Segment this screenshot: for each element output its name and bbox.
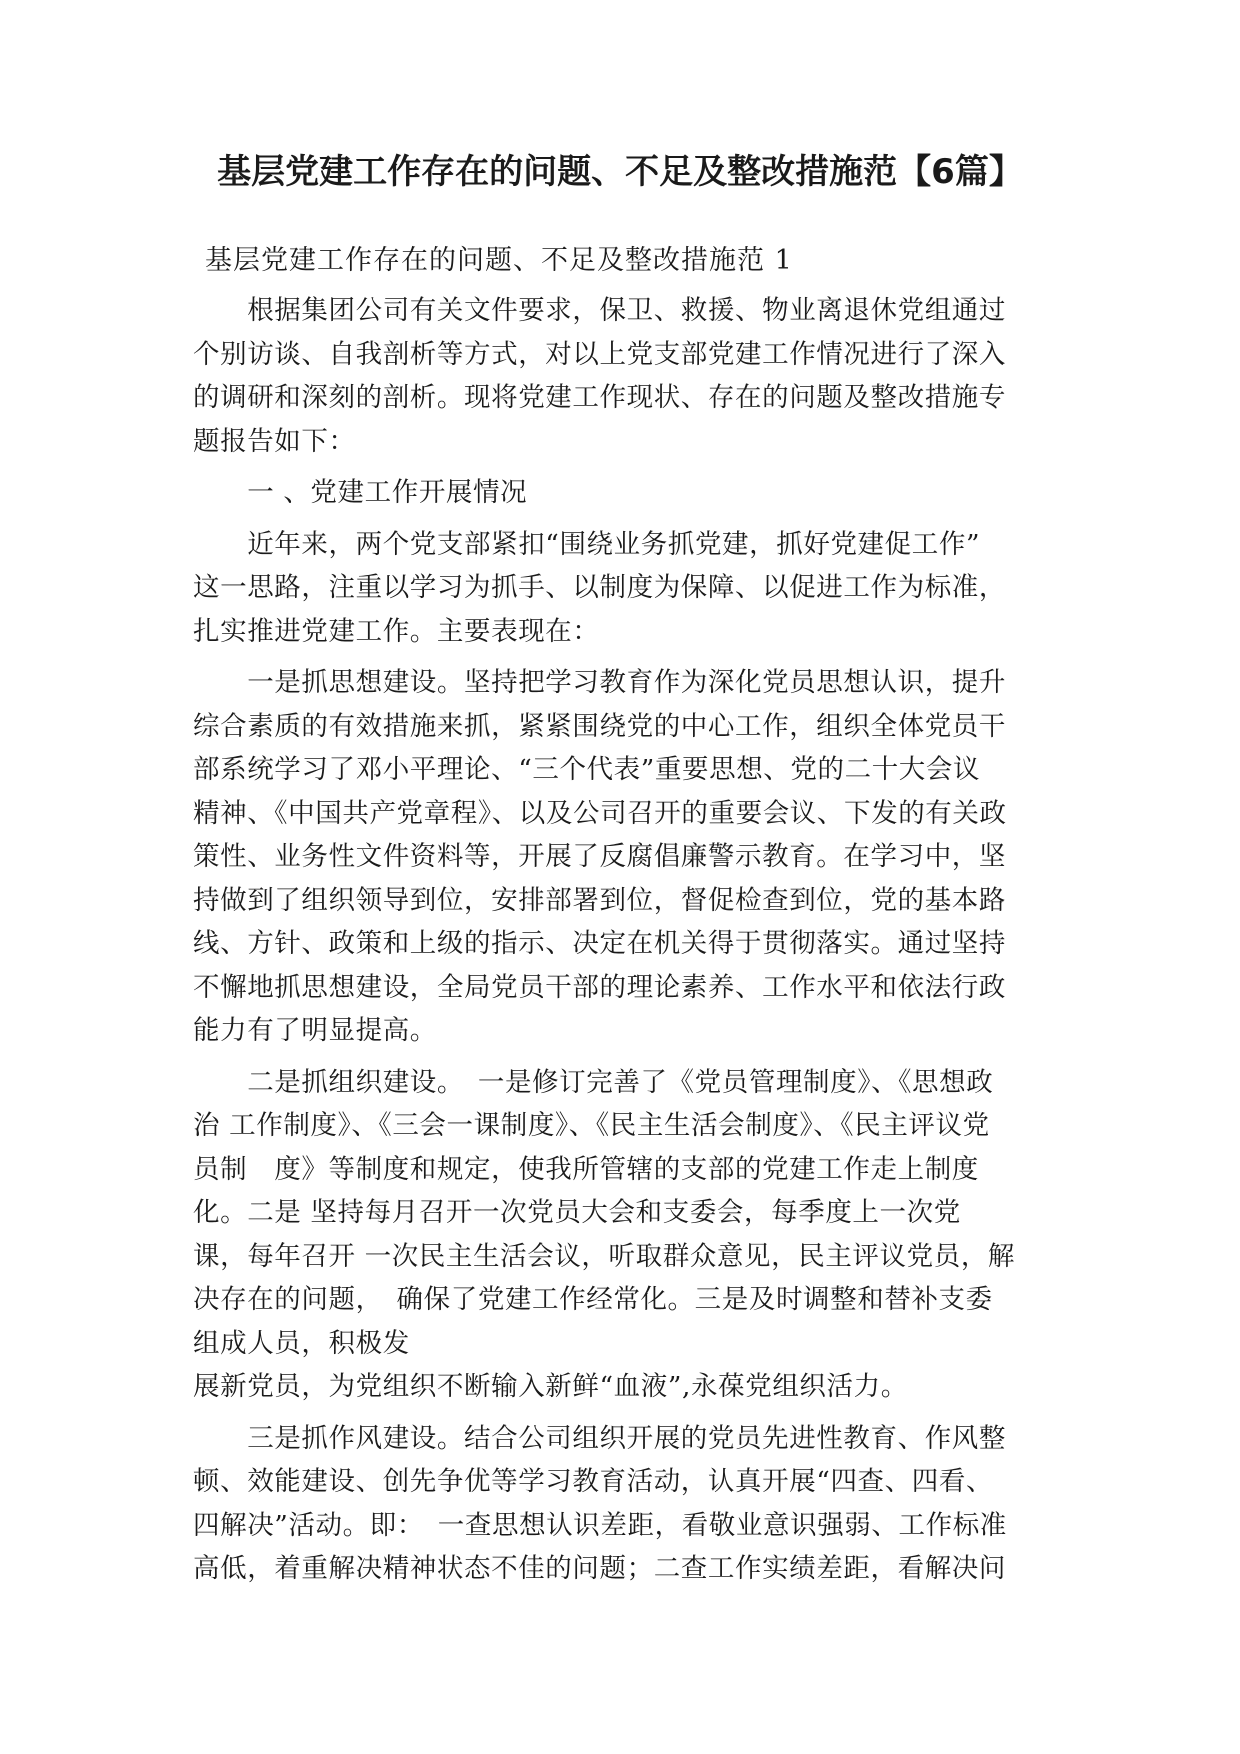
paragraph-line: 高低，着重解决精神状态不佳的问题；二查工作实绩差距，看解决问 [193,1553,1006,1584]
paragraph [193,471,1053,515]
paragraph-line: 策性、业务性文件资料等，开展了反腐倡廉警示教育。在学习中，坚 [193,841,1006,872]
paragraph [193,523,1053,654]
paragraph-line: 根据集团公司有关文件要求，保卫、救援、物业离退休党组通过 [193,295,1006,326]
paragraph [193,661,1053,1053]
document-body [193,289,1053,1599]
paragraph-line: 二是抓组织建设。 一是修订完善了《党员管理制度》、《思想政 [193,1066,994,1098]
paragraph-line: 四解决”活动。即： 一查思想认识差距，看敬业意识强弱、工作标准 [193,1509,1007,1541]
paragraph-line: 精神、《中国共产党章程》、以及公司召开的重要会议、下发的有关政 [193,797,1007,829]
paragraph-line: 三是抓作风建设。结合公司组织开展的党员先进性教育、作风整 [193,1422,1006,1454]
paragraph-line: 员制 度》等制度和规定，使我所管辖的支部的党建工作走上制度 [193,1153,979,1185]
paragraph-line: 线、方针、政策和上级的指示、决定在机关得于贯彻落实。通过坚持 [193,928,1006,959]
paragraph-line: 持做到了组织领导到位，安排部署到位，督促检查到位，党的基本路 [193,884,1006,916]
paragraph-line: 近年来，两个党支部紧扣“围绕业务抓党建，抓好党建促工作” [193,528,981,560]
paragraph-line: 展新党员，为党组织不断输入新鲜“血液”,永葆党组织活力。 [193,1371,908,1402]
paragraph-line: 治 工作制度》、《三会一课制度》、《民主生活会制度》、《民主评议党 [193,1110,990,1141]
paragraph-line: 个别访谈、自我剖析等方式，对以上党支部党建工作情况进行了深入 [193,338,1006,370]
paragraph-line: 一 、党建工作开展情况 [193,477,528,508]
paragraph-line: 课，每年召开 一次民主生活会议，听取群众意见，民主评议党员，解 [193,1240,1016,1272]
paragraph-line: 这一思路，注重以学习为抓手、以制度为保障、以促进工作为标准， [193,572,1006,603]
paragraph-line: 顿、效能建设、创先争优等学习教育活动，认真开展“四查、四看、 [193,1466,994,1497]
paragraph-line: 扎实推进党建工作。主要表现在： [193,615,600,647]
paragraph-line: 综合素质的有效措施来抓，紧紧围绕党的中心工作，组织全体党员干 [193,710,1006,742]
paragraph-line: 能力有了明显提高。 [193,1015,437,1046]
paragraph-line: 的调研和深刻的剖析。现将党建工作现状、存在的问题及整改措施专 [193,382,1006,413]
section-subtitle: 基层党建工作存在的问题、不足及整改措施范 1 [205,245,793,276]
paragraph-line: 化。二是 坚持每月召开一次党员大会和支委会，每季度上一次党 [193,1197,961,1228]
paragraph-line: 部系统学习了邓小平理论、“三个代表”重要思想、党的二十大会议 [193,754,981,785]
paragraph-line: 决存在的问题， 确保了党建工作经常化。三是及时调整和替补支委 [193,1284,993,1315]
paragraph [193,289,1053,463]
paragraph [193,1061,1053,1409]
document-title: 基层党建工作存在的问题、不足及整改措施范【6篇】 [217,152,1023,192]
paragraph-line: 不懈地抓思想建设，全局党员干部的理论素养、工作水平和依法行政 [193,971,1006,1003]
paragraph-line: 一是抓思想建设。坚持把学习教育作为深化党员思想认识，提升 [193,667,1006,698]
paragraph-line: 组成人员，积极发 [193,1327,410,1359]
paragraph-line: 题报告如下： [193,425,356,457]
paragraph [193,1417,1053,1591]
